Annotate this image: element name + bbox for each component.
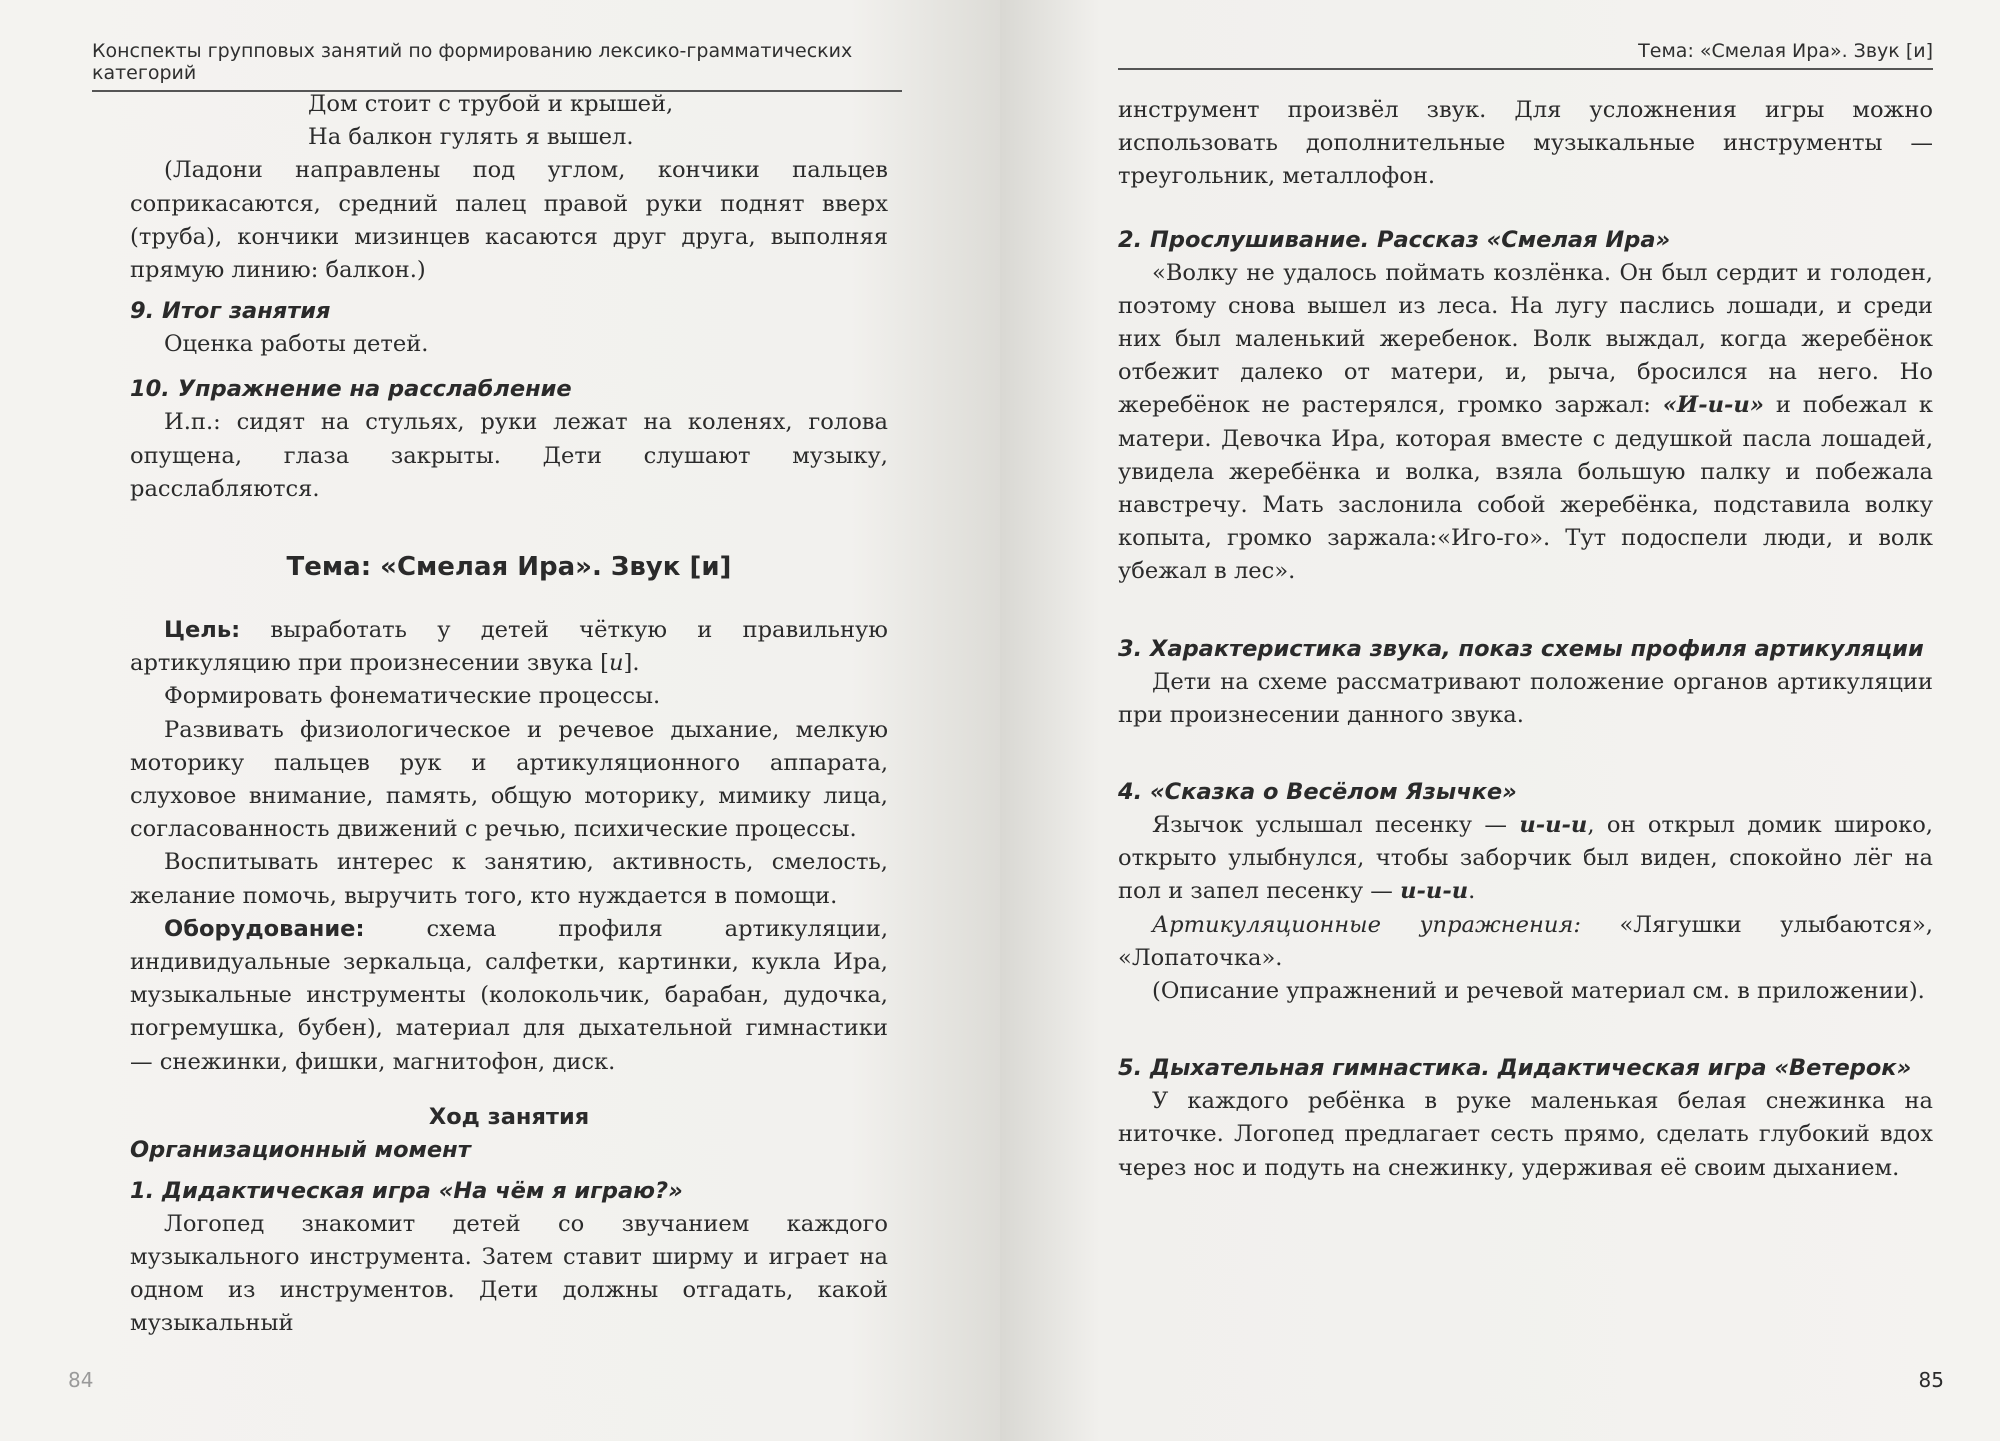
summary-text: Оценка работы детей.: [164, 331, 429, 358]
heading-relaxation: 10. Упражнение на расслабление: [130, 376, 572, 403]
running-head-right: Тема: «Смелая Ира». Звук [и]: [1118, 40, 1933, 70]
goal-paragraph: [130, 614, 888, 680]
goal-label: Цель:: [164, 617, 241, 644]
page-number-left: 84: [68, 1368, 94, 1392]
story-cry: «И-и-и»: [1662, 392, 1764, 419]
story-part-2: и побежал к матери. Девочка Ира, которая вместе с дедушкой пасла лошадей, увидела жеребёнка и волка, взяла большую палку и побежала навстречу. Мать заслонила собой жеребёнка, подставила волку копыта, громко заржала:«Иго-го». Тут подоспели люди, и волк убежал в лес».: [1118, 392, 1933, 585]
sound-profile-text: Дети на схеме рассматривают положение органов артикуляции при произнесении данного звука.: [1118, 668, 1933, 728]
verse-line-1: Дом стоит с трубой и крышей,: [308, 91, 674, 117]
articulation-text: «Лягушки улыбаются», «Лопаточка».: [1118, 911, 1933, 971]
left-page-text: [130, 88, 888, 1341]
heading-breathing: 5. Дыхательная гимнастика. Дидактическая игра «Ветерок»: [1118, 1055, 1912, 1082]
articulation-label: Артикуляционные упражнения:: [1152, 911, 1581, 938]
relaxation-text: И.п.: сидят на стульях, руки лежат на коленях, голова опущена, глаза закрыты. Дети слушают музыку, расслабляются.: [130, 409, 888, 502]
heading-game-1: 1. Дидактическая игра «На чём я играю?»: [130, 1177, 683, 1204]
goal-text: выработать у детей чёткую и правильную артикуляцию при произнесении звука [: [130, 617, 888, 677]
tale-part-3: .: [1468, 878, 1476, 905]
heading-org-moment: Организационный момент: [130, 1136, 471, 1163]
verse-note: (Ладони направлены под углом, кончики пальцев соприкасаются, средний палец правой руки поднят вверх (труба), кончики мизинцев касаются друг друга, выполняя прямую линию: балкон.): [130, 157, 888, 284]
game-1-text: Логопед знакомит детей со звучанием каждого музыкального инструмента. Затем ставит ширму и играет на одном из инструментов. Дети должны отгадать, какой музыкальный: [130, 1210, 888, 1337]
continued-text: инструмент произвёл звук. Для усложнения игры можно использовать дополнительные музыкальные инструменты — треугольник, металлофон.: [1118, 97, 1933, 190]
story-paragraph: [1118, 257, 1933, 589]
equipment-paragraph: [130, 913, 888, 1079]
topic-title: Тема: «Смелая Ира». Звук [и]: [286, 552, 732, 583]
story-part-1: «Волку не удалось поймать козлёнка. Он был сердит и голоден, поэтому снова вышел из леса. На лугу паслись лошади, и среди них был маленький жеребенок. Волк выждал, когда жеребёнок отбежит далеко от матери, и, рыча, бросился на него. Но жеребёнок не растерялся, громко заржал:: [1118, 259, 1933, 419]
verse-line-2: На балкон гулять я вышел.: [308, 124, 634, 151]
course-title: Ход занятия: [428, 1103, 590, 1130]
articulation-exercises: [1118, 909, 1933, 975]
heading-sound-profile: 3. Характеристика звука, показ схемы профиля артикуляции: [1118, 635, 1924, 662]
goal-phonemic: Формировать фонематические процессы.: [164, 683, 661, 710]
goal-develop: Развивать физиологическое и речевое дыхание, мелкую моторику пальцев рук и артикуляционного аппарата, слуховое внимание, память, общую моторику, мимику лица, согласованность движений с речью, психические процессы.: [130, 716, 888, 843]
equipment-label: Оборудование:: [164, 915, 365, 942]
right-page-text: [1118, 94, 1933, 1185]
description-note: (Описание упражнений и речевой материал см. в приложении).: [1152, 978, 1925, 1005]
heading-summary: 9. Итог занятия: [130, 298, 331, 325]
running-head-left: Конспекты групповых занятий по формированию лексико-грамматических категорий: [92, 40, 902, 92]
tale-song-2: и-и-и: [1400, 878, 1469, 905]
tale-part-1: Язычок услышал песенку —: [1152, 812, 1520, 839]
right-page: [1000, 0, 2000, 1441]
goal-end: ].: [623, 650, 640, 677]
tale-part-2: , он открыл домик широко, открыто улыбнулся, чтобы заборчик был виден, спокойно лёг на пол и запел песенку —: [1118, 812, 1933, 905]
heading-listening: 2. Прослушивание. Рассказ «Смелая Ира»: [1118, 226, 1671, 253]
heading-tale: 4. «Сказка о Весёлом Язычке»: [1118, 779, 1517, 806]
page-number-right: 85: [1918, 1368, 1944, 1392]
tale-song-1: и-и-и: [1519, 812, 1588, 839]
goal-upbringing: Воспитывать интерес к занятию, активность, смелость, желание помочь, выручить того, кто нуждается в помощи.: [130, 849, 888, 909]
goal-sound: и: [608, 650, 624, 677]
tale-text: [1118, 809, 1933, 909]
equipment-text: схема профиля артикуляции, индивидуальные зеркальца, салфетки, картинки, кукла Ира, музыкальные инструменты (колокольчик, барабан, дудочка, погремушка, бубен), материал для дыхательной гимнастики — снежинки, фишки, магнитофон, диск.: [130, 915, 888, 1075]
breathing-text: У каждого ребёнка в руке маленькая белая снежинка на ниточке. Логопед предлагает сесть прямо, сделать глубокий вдох через нос и подуть на снежинку, удерживая её своим дыханием.: [1118, 1088, 1933, 1181]
